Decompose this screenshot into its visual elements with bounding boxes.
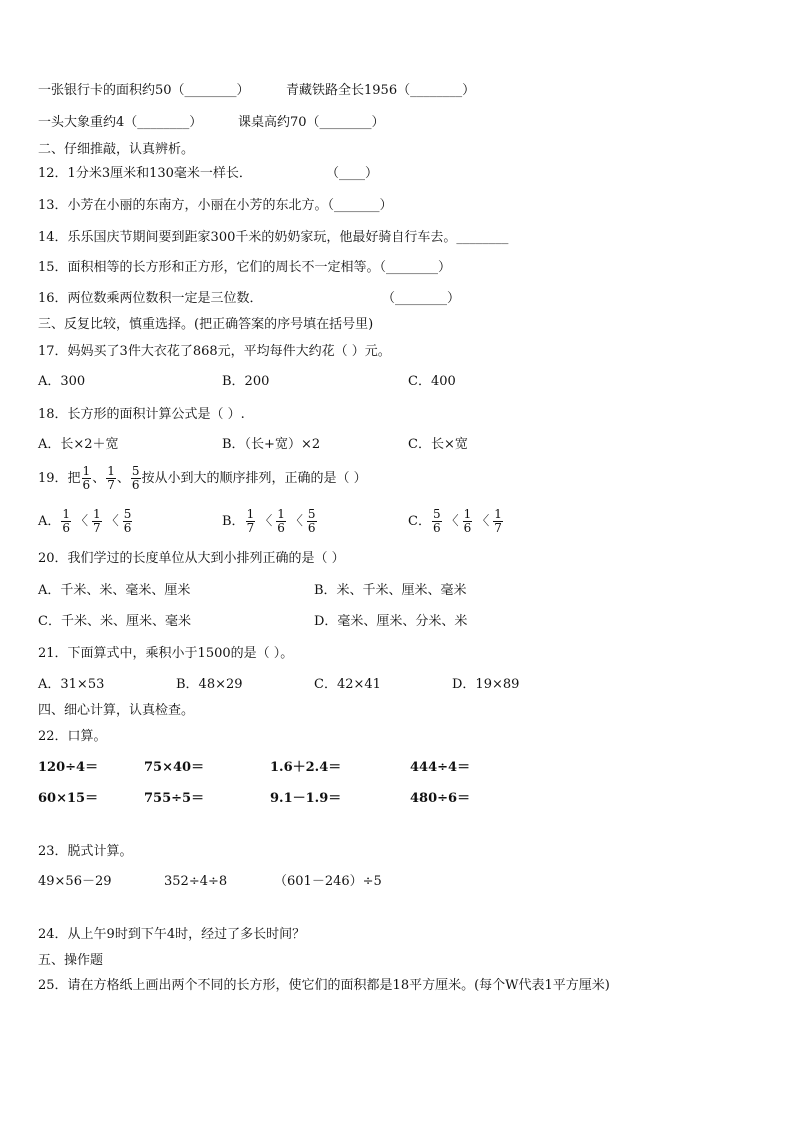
question-17-stem: 17．妈妈买了3件大衣花了868元，平均每件大约花（ ）元。 <box>38 344 391 359</box>
q17-option-c: C．400 <box>408 374 456 389</box>
fraction: $\frac{1}{7}$ <box>107 464 115 492</box>
q20-option-d: D．毫米、厘米、分米、米 <box>314 614 468 629</box>
step-calc-item: （601－246）÷5 <box>274 874 382 889</box>
q19-option-b: B． $\frac{1}{7}$ 〈 $\frac{1}{6}$ 〈 $\frac{5}{6}$ <box>222 507 316 535</box>
q20-option-c: C．千米、米、厘米、毫米 <box>38 614 191 629</box>
mental-math-item: 120÷4＝ <box>38 760 99 775</box>
q19-option-a: A． $\frac{1}{6}$ 〈 $\frac{1}{7}$ 〈 $\frac{5}{6}$ <box>38 507 132 535</box>
section-3-title: 三、反复比较，慎重选择。(把正确答案的序号填在括号里) <box>38 317 374 332</box>
q19-option-c: C． $\frac{5}{6}$ 〈 $\frac{1}{6}$ 〈 $\frac{1}{7}$ <box>408 507 502 535</box>
section-5-title: 五、操作题 <box>38 953 104 968</box>
question-20-stem: 20．我们学过的长度单位从大到小排列正确的是（ ） <box>38 551 345 566</box>
mental-math-item: 60×15＝ <box>38 791 99 806</box>
step-calc-item: 352÷4÷8 <box>164 874 228 889</box>
q17-option-b: B．200 <box>222 374 270 389</box>
fraction: $\frac{5}{6}$ <box>131 464 140 492</box>
question-24: 24．从上午9时到下午4时，经过了多长时间？ <box>38 927 306 942</box>
mental-math-item: 9.1－1.9＝ <box>270 791 342 806</box>
elephant-weight-item: 一头大象重约4（________） <box>38 115 203 130</box>
question-21-stem: 21．下面算式中，乘积小于1500的是（ ）。 <box>38 646 294 661</box>
question-13: 13．小芳在小丽的东南方，小丽在小芳的东北方。（_______） <box>38 198 393 213</box>
q20-option-b: B．米、千米、厘米、毫米 <box>314 583 467 598</box>
question-23-title: 23．脱式计算。 <box>38 844 133 859</box>
q18-option-b: B．（长+宽）×2 <box>222 437 321 452</box>
question-15: 15．面积相等的长方形和正方形，它们的周长不一定相等。（________） <box>38 260 452 275</box>
q18-option-a: A．长×2＋宽 <box>38 437 119 452</box>
section-4-title: 四、细心计算，认真检查。 <box>38 703 195 718</box>
q21-option-b: B．48×29 <box>176 677 243 692</box>
mental-math-item: 1.6＋2.4＝ <box>270 760 342 775</box>
q12-answer-blank: （____） <box>326 166 379 181</box>
bank-card-area-item: 一张银行卡的面积约50（________） <box>38 83 250 98</box>
question-18-stem: 18．长方形的面积计算公式是（ ）. <box>38 407 245 422</box>
mental-math-item: 75×40＝ <box>144 760 205 775</box>
q21-option-d: D．19×89 <box>452 677 520 692</box>
q17-option-a: A．300 <box>38 374 86 389</box>
q20-option-a: A．千米、米、毫米、厘米 <box>38 583 191 598</box>
question-19-stem: 19．把 $\frac{1}{6}$ 、 $\frac{1}{7}$ 、 $\frac{5}{6}$ 按从小到大的顺序排列，正确的是（ ） <box>38 464 367 492</box>
question-22-title: 22．口算。 <box>38 729 107 744</box>
question-25: 25．请在方格纸上画出两个不同的长方形，使它们的面积都是18平方厘米。(每个W代表1平方厘米) <box>38 978 610 993</box>
section-2-title: 二、仔细推敲，认真辨析。 <box>38 142 195 157</box>
mental-math-item: 444÷4＝ <box>410 760 471 775</box>
railway-length-item: 青藏铁路全长1956（________） <box>286 83 476 98</box>
fraction: $\frac{1}{6}$ <box>82 464 91 492</box>
q18-option-c: C．长×宽 <box>408 437 468 452</box>
mental-math-item: 480÷6＝ <box>410 791 471 806</box>
question-14: 14．乐乐国庆节期间要到距家300千米的奶奶家玩，他最好骑自行车去。________ <box>38 230 509 245</box>
mental-math-item: 755÷5＝ <box>144 791 205 806</box>
step-calc-item: 49×56－29 <box>38 874 112 889</box>
q16-answer-blank: （________） <box>382 291 461 306</box>
desk-height-item: 课桌高约70（________） <box>238 115 385 130</box>
q21-option-a: A．31×53 <box>38 677 105 692</box>
q21-option-c: C．42×41 <box>314 677 381 692</box>
